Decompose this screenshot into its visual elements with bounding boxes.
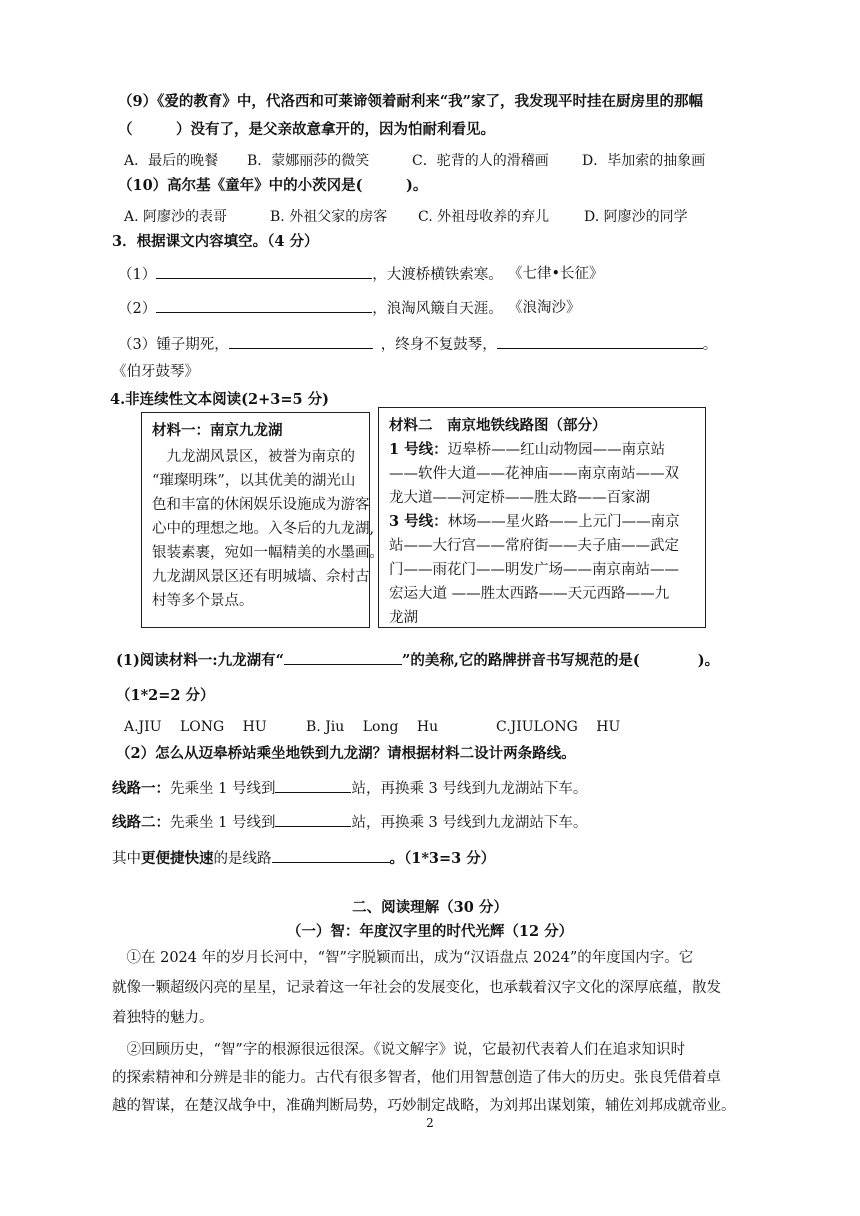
q10-line1: （10）高尔基《童年》中的小茨冈是( )。	[118, 177, 428, 194]
route-two-blank[interactable]	[275, 812, 351, 827]
para2-line: 的探索精神和分辨是非的能力。古代有很多智者，他们用智慧创造了伟大的历史。张良凭借着卓	[112, 1070, 721, 1086]
q3-item3-a: （3）锺子期死，	[118, 337, 229, 353]
faster-c: 的是线路	[213, 851, 272, 867]
route-two	[112, 812, 587, 833]
q3-item2	[118, 298, 503, 319]
q3-item1-num: （1）	[118, 267, 157, 283]
metro-line1-cont: ——软件大道——花神庙——南京南站——双	[389, 466, 679, 482]
q3-item3	[118, 334, 717, 355]
para2-line: 越的智谋，在楚汉战争中，准确判断局势，巧妙制定战略，为刘邦出谋划策，辅佐刘邦成就帝业。	[112, 1098, 736, 1114]
route-two-label: 线路二：	[112, 814, 170, 831]
q9-option-d: D．毕加索的抽象画	[582, 153, 706, 169]
material-two-title: 材料二 南京地铁线路图（部分）	[389, 417, 607, 434]
material-one-line: 村等多个景点。	[152, 593, 254, 609]
metro-line1-stations: 迈皋桥——红山动物园——南京站	[447, 442, 666, 458]
metro-line1	[389, 440, 665, 460]
faster-d: 。（1*3=3 分）	[389, 850, 496, 867]
page-number: 2	[426, 1116, 434, 1130]
faster-a: 其中	[112, 851, 141, 867]
metro-line3-stations: 林场——星火路——上元门——南京	[447, 514, 680, 530]
q3-item3-b: ，终身不复鼓琴，	[380, 337, 497, 353]
section2-title: 二、阅读理解（30 分）	[352, 899, 508, 916]
q4-sub1-b: ”的美称,它的路牌拼音书写规范的是( )。	[402, 652, 720, 669]
q3-item2-num: （2）	[118, 301, 157, 317]
route-one-b: 站，再换乘 3 号线到九龙湖站下车。	[351, 781, 588, 797]
metro-line3-cont: 宏运大道 ——胜太西路——天元西路——九	[389, 586, 670, 602]
route-one-label: 线路一：	[112, 780, 170, 797]
metro-line3-label: 3 号线：	[389, 513, 448, 530]
faster-route	[112, 848, 495, 869]
material-two-box	[378, 407, 706, 628]
q3-item1-blank[interactable]	[156, 264, 372, 279]
q3-item2-text: ，浪淘风簸自天涯。	[372, 301, 503, 317]
q3-item1	[118, 264, 503, 285]
faster-b: 更便捷快速	[141, 850, 214, 867]
q9-option-c: C．驼背的人的滑稽画	[412, 153, 549, 169]
q3-item3-blank2[interactable]	[497, 334, 703, 349]
q3-item3-blank1[interactable]	[229, 334, 373, 349]
route-one-a: 先乘坐 1 号线到	[170, 781, 276, 797]
q9-option-a: A．最后的晚餐	[124, 153, 219, 169]
material-one-box	[141, 412, 384, 628]
q9-line1: （9）《爱的教育》中，代洛西和可莱谛领着耐利来“我”家了，我发现平时挂在厨房里的那幅	[118, 93, 704, 110]
q4-sub1-score: （1*2=2 分）	[116, 687, 215, 704]
material-one-line: “璀璨明珠”，以其优美的湖光山	[152, 473, 356, 489]
route-one-blank[interactable]	[275, 778, 351, 793]
route-two-a: 先乘坐 1 号线到	[170, 815, 276, 831]
q4-sub1-option-b: B. Jiu Long Hu	[306, 719, 439, 735]
metro-line1-label: 1 号线：	[389, 441, 448, 458]
material-one-title: 材料一：南京九龙湖	[152, 422, 283, 439]
q3-title: 3．根据课文内容填空。（4 分）	[112, 233, 319, 250]
q10-option-b: B. 外祖父家的房客	[270, 209, 388, 225]
material-one-line: 银装素裹，宛如一幅精美的水墨画。	[152, 545, 384, 561]
q3-item2-source: 《浪淘沙》	[508, 300, 581, 316]
q10-option-c: C. 外祖母收养的弃儿	[418, 209, 550, 225]
q4-sub1-option-c: C.JIULONG HU	[496, 719, 621, 735]
material-one-line: 心中的理想之地。入冬后的九龙湖,	[152, 521, 375, 537]
q10-option-a: A. 阿廖沙的表哥	[124, 209, 228, 225]
q3-item1-text: ，大渡桥横铁索寒。	[372, 267, 503, 283]
para1-line: ①在 2024 年的岁月长河中，“智”字脱颖而出，成为“汉语盘点 2024”的年度国内字。它	[112, 950, 694, 966]
q9-line2: （ ）没有了，是父亲故意拿开的，因为怕耐利看见。	[118, 121, 495, 138]
para1-line: 着独特的魅力。	[112, 1010, 214, 1026]
para1-line: 就像一颗超级闪亮的星星，记录着这一年社会的发展变化，也承载着汉字文化的深厚底蕴，散发	[112, 980, 721, 996]
q4-sub1-option-a: A.JIU LONG HU	[124, 719, 267, 735]
material-one-line: 九龙湖风景区还有明城墙、佘村古	[152, 569, 370, 585]
para2-line: ②回顾历史，“智”字的根源很远很深。《说文解字》说，它最初代表着人们在追求知识时	[112, 1042, 686, 1058]
q10-option-d: D. 阿廖沙的同学	[584, 209, 688, 225]
route-two-b: 站，再换乘 3 号线到九龙湖站下车。	[351, 815, 588, 831]
metro-line3-cont: 龙湖	[389, 610, 418, 626]
material-one-line: 色和丰富的休闲娱乐设施成为游客	[152, 497, 370, 513]
route-one	[112, 778, 587, 799]
q3-item3-c: 。	[702, 337, 718, 353]
metro-line1-cont: 龙大道——河定桥——胜太路——百家湖	[389, 490, 650, 506]
q3-item1-source: 《七律•长征》	[508, 266, 604, 282]
metro-line3-cont: 站——大行宫——常府街——夫子庙——武定	[389, 538, 679, 554]
metro-line3-cont: 门——雨花门——明发广场——南京南站——	[389, 562, 679, 578]
q4-sub1	[116, 650, 719, 671]
q4-sub2: （2）怎么从迈皋桥站乘坐地铁到九龙湖？请根据材料二设计两条路线。	[116, 745, 576, 762]
q4-sub1-blank[interactable]	[284, 650, 402, 665]
faster-blank[interactable]	[272, 848, 390, 863]
q9-option-b: B．蒙娜丽莎的微笑	[247, 153, 370, 169]
q4-title: 4.非连续性文本阅读(2+3=5 分)	[110, 391, 329, 408]
metro-line3	[389, 512, 680, 532]
q4-sub1-a: (1)阅读材料一:九龙湖有“	[116, 652, 285, 669]
section2-subtitle: （一）智：年度汉字里的时代光辉（12 分）	[286, 923, 574, 940]
q3-item3-source: 《伯牙鼓琴》	[112, 364, 199, 380]
q3-item2-blank[interactable]	[156, 298, 372, 313]
material-one-line: 九龙湖风景区，被誉为南京的	[152, 449, 355, 465]
